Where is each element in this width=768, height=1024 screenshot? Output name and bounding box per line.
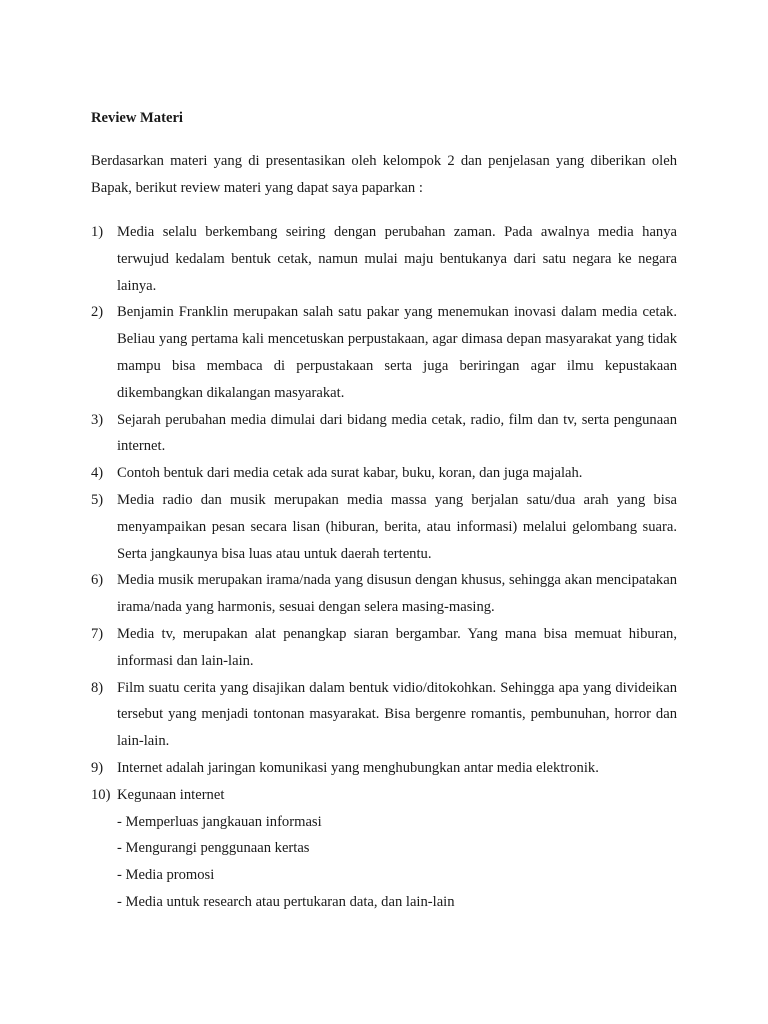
list-item [91, 460, 677, 487]
internet-uses-list [117, 809, 677, 916]
list-item [91, 407, 677, 461]
list-item-text: Media selalu berkembang seiring dengan perubahan zaman. Pada awalnya media hanya terwujud kedalam bentuk cetak, namun mulai maju bentukanya dari satu negara ke negara lainya. [117, 224, 677, 294]
list-item-number: 1) [91, 224, 104, 240]
list-item-text: Benjamin Franklin merupakan salah satu pakar yang menemukan inovasi dalam media cetak. Beliau yang pertama kali mencetuskan perpustakaan, agar dimasa depan masyarakat yang tidak mampu bisa membaca di perpustakaan serta juga beriringan agar ilmu kepustakaan dikembangkan dikalangan masyarakat. [117, 304, 677, 401]
intro-paragraph: Berdasarkan materi yang di presentasikan oleh kelompok 2 dan penjelasan yang diberikan oleh Bapak, berikut review materi yang dapat saya paparkan : [91, 153, 677, 196]
list-item [91, 487, 677, 567]
list-item [91, 755, 677, 782]
list-item-number: 5) [91, 491, 104, 508]
document-title: Review Materi [91, 110, 183, 126]
list-item-number: 7) [91, 625, 104, 642]
sub-list-item: - Mengurangi penggunaan kertas [117, 840, 310, 857]
review-list [91, 219, 685, 916]
list-item-text: Media musik merupakan irama/nada yang disusun dengan khusus, sehingga akan mencipatakan irama/nada yang harmonis, sesuai dengan selera masing-masing. [117, 572, 677, 616]
list-item-number: 3) [91, 411, 104, 428]
document-page [91, 106, 685, 916]
list-item-text: Sejarah perubahan media dimulai dari bidang media cetak, radio, film dan tv, serta pengunaan internet. [117, 411, 677, 455]
list-item [91, 621, 677, 675]
sub-list-item: - Media untuk research atau pertukaran data, dan lain-lain [117, 893, 455, 910]
list-item-internet-uses [91, 782, 677, 916]
list-item-number: 8) [91, 679, 104, 696]
list-item [91, 219, 677, 299]
list-item [91, 675, 685, 755]
list-item-text: Internet adalah jaringan komunikasi yang menghubungkan antar media elektronik. [117, 759, 599, 776]
list-item-number: 2) [91, 304, 104, 321]
list-item-text: Kegunaan internet [117, 786, 225, 803]
list-item [91, 299, 677, 406]
list-item-text: Media tv, merupakan alat penangkap siaran bergambar. Yang mana bisa memuat hiburan, informasi dan lain-lain. [117, 625, 677, 669]
list-item-number: 6) [91, 572, 104, 589]
list-item-text: Media radio dan musik merupakan media massa yang berjalan satu/dua arah yang bisa menyampaikan pesan secara lisan (hiburan, berita, atau informasi) melalui gelombang suara. Serta jangkaunya bisa luas atau untuk daerah tertentu. [117, 491, 677, 562]
list-item [91, 567, 677, 621]
sub-list-item: - Memperluas jangkauan informasi [117, 813, 322, 830]
list-item-text: Contoh bentuk dari media cetak ada surat kabar, buku, koran, dan juga majalah. [117, 465, 583, 482]
list-item-text: Film suatu cerita yang disajikan dalam bentuk vidio/ditokohkan. Sehingga apa yang divideikan tersebut yang menjadi tontonan masyarakat. Bisa bergenre romantis, pembunuhan, horror dan lain-lain. [117, 679, 685, 750]
sub-list-item: - Media promosi [117, 867, 215, 884]
list-item-number: 9) [91, 759, 104, 776]
list-item-number: 4) [91, 465, 104, 482]
list-item-number: 10) [91, 786, 111, 803]
